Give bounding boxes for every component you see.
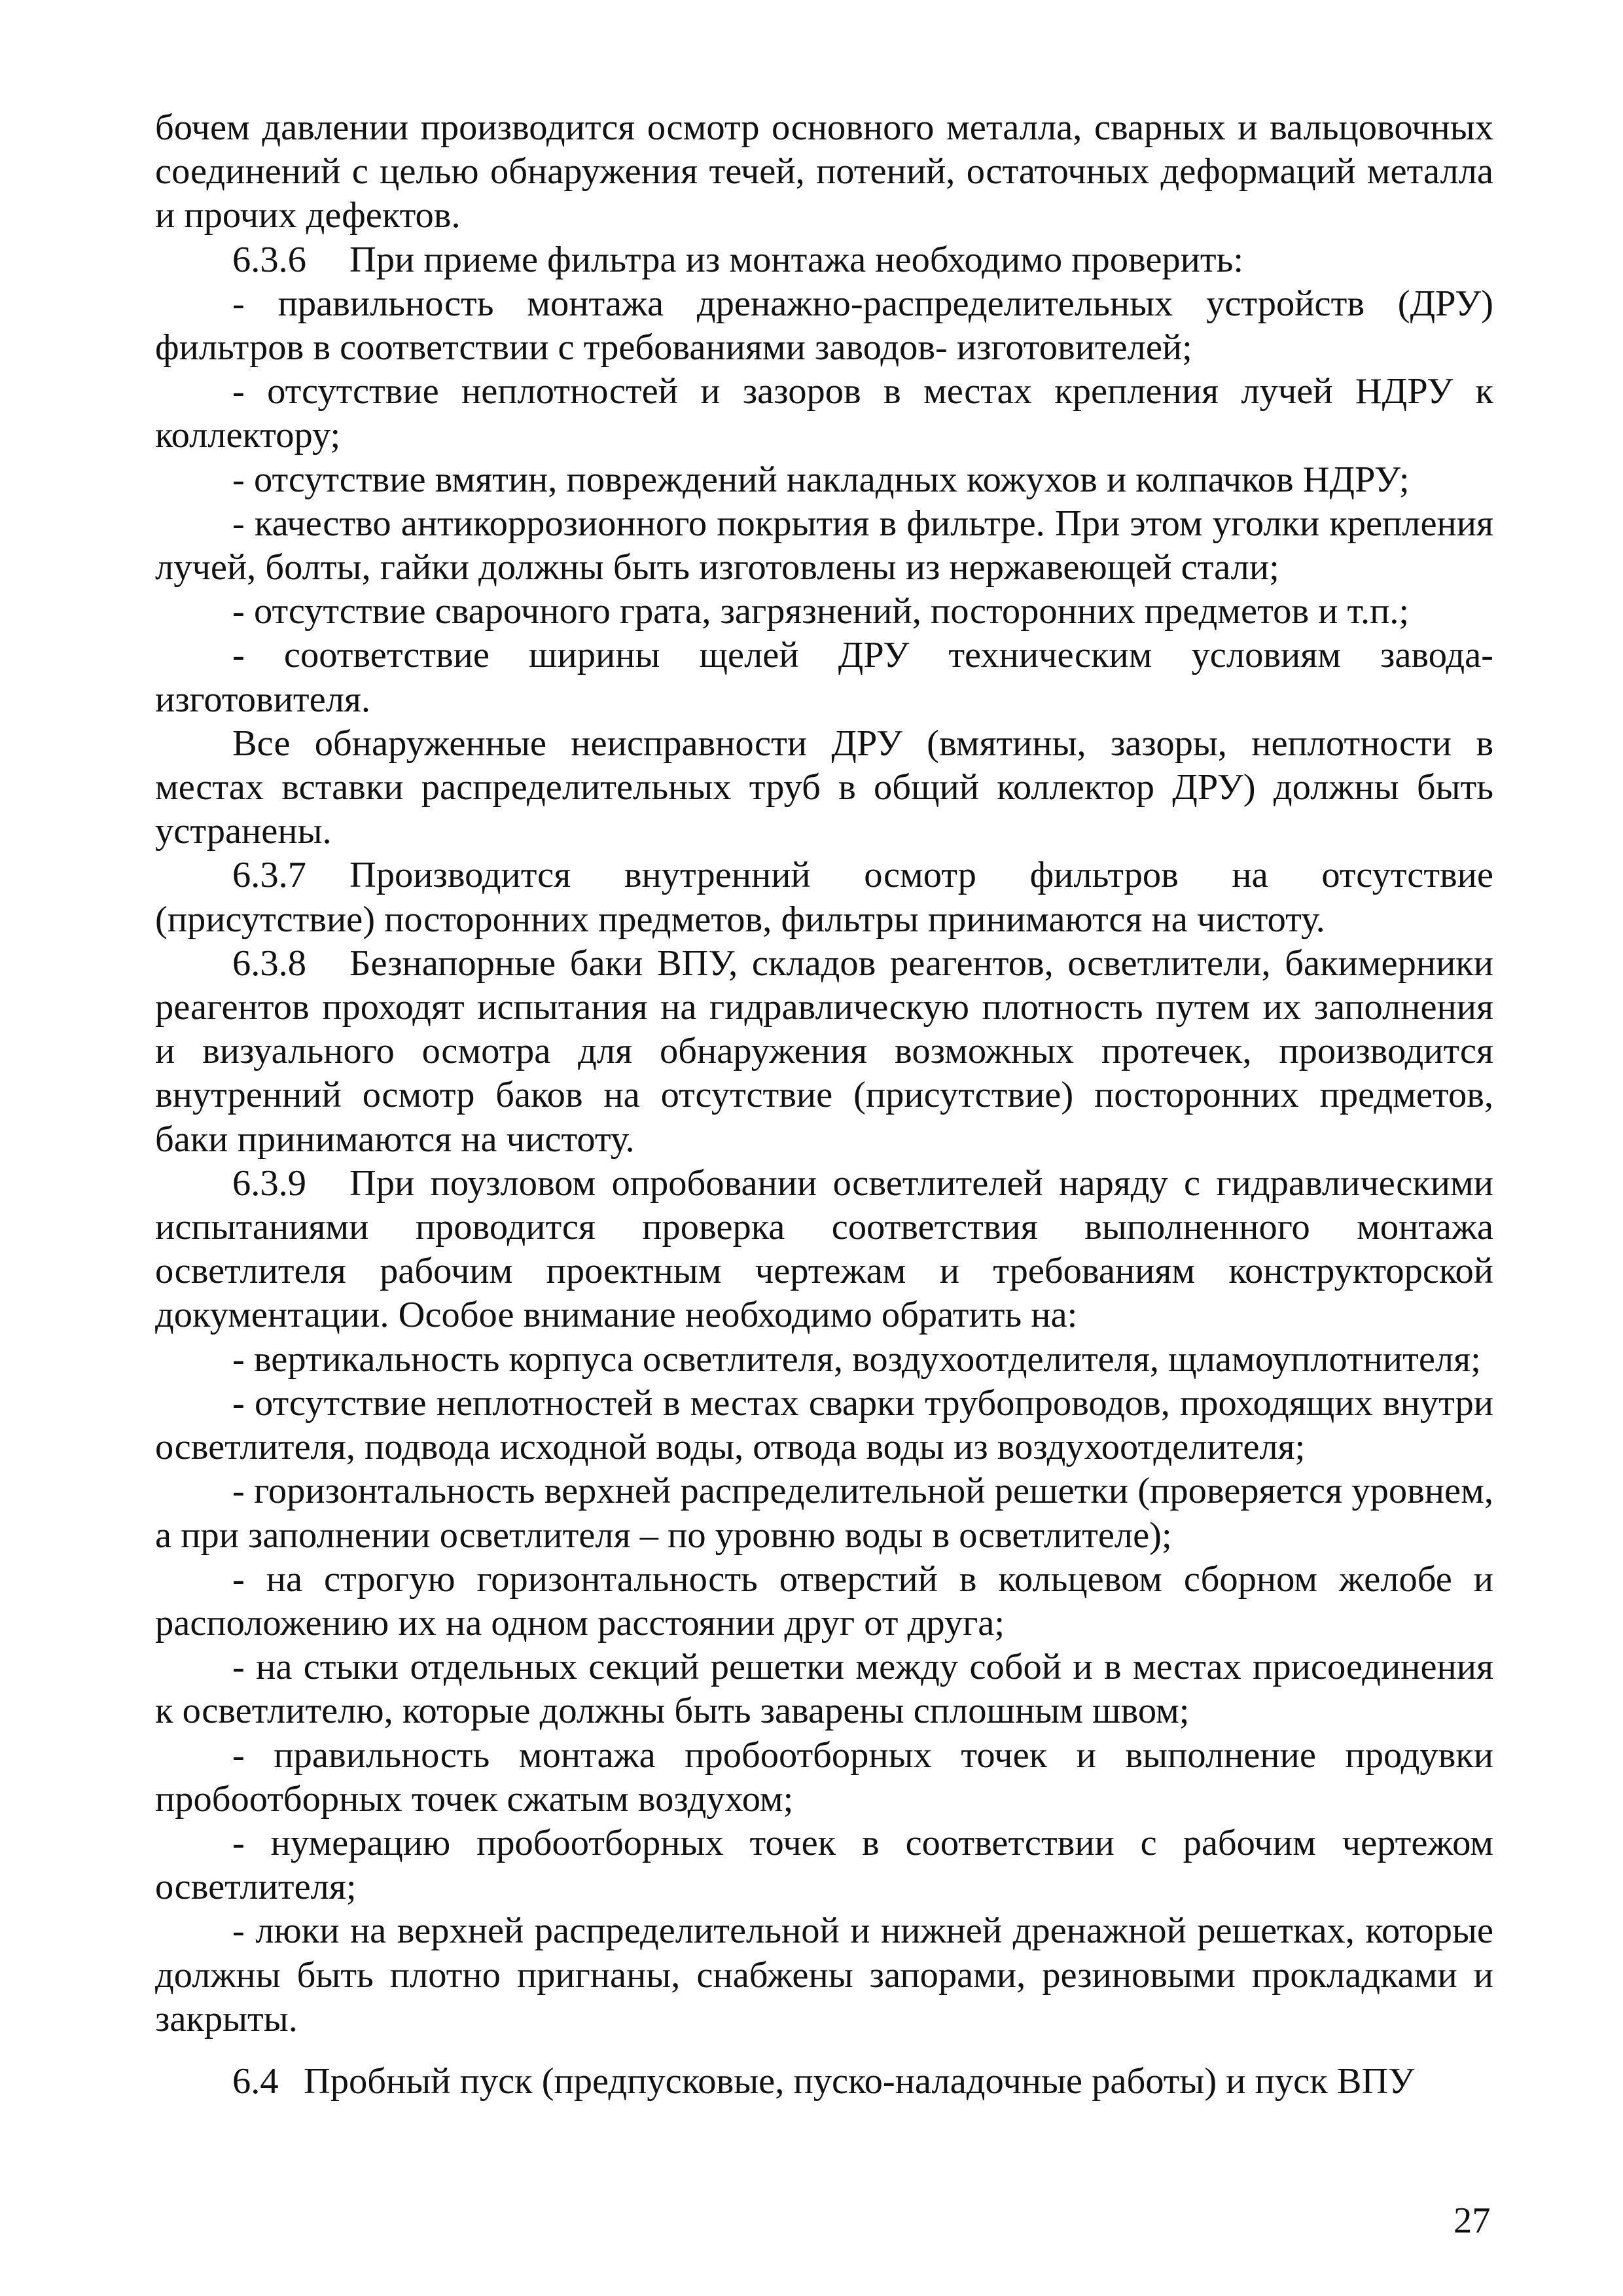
list-item: - отсутствие неплотностей в местах сварки трубопроводов, проходящих внутри осветлителя, подвода исходной воды, отвода воды из воздухоотделителя; — [155, 1382, 1493, 1468]
list-item: - отсутствие сварочного грата, загрязнений, посторонних предметов и т.п.; — [232, 591, 1410, 632]
section-number: 6.4 — [232, 2060, 279, 2102]
document-page — [155, 106, 1493, 2104]
list-item: - нумерацию пробоотборных точек в соответствии с рабочим чертежом осветлителя; — [155, 1822, 1493, 1908]
paragraph-6-3-6 — [155, 238, 1493, 282]
list-item: - горизонтальность верхней распределительной решетки (проверяется уровнем, а при заполнении осветлителя – по уровню воды в осветлителе); — [155, 1471, 1493, 1556]
paragraph-text: При поузловом опробовании осветлителей наряду с гидравлическими испытаниями проводится проверка соответствия выполненного монтажа осветлителя рабочим проектным чертежам и требованиям конструкторской документации. Особое внимание необходимо обратить на: — [155, 1162, 1493, 1336]
section-heading-6-4 — [155, 2060, 1493, 2104]
paragraph: Все обнаруженные неисправности ДРУ (вмятины, зазоры, неплотности в местах вставки распределительных труб в общий коллектор ДРУ) должны быть устранены. — [155, 723, 1493, 852]
list-item: - правильность монтажа пробоотборных точек и выполнение продувки пробоотборных точек сжатым воздухом; — [155, 1734, 1493, 1820]
paragraph-6-3-7 — [155, 853, 1493, 941]
list-item: - отсутствие вмятин, повреждений накладных кожухов и колпачков НДРУ; — [232, 459, 1410, 500]
section-number: 6.3.6 — [232, 239, 306, 280]
list-item: - вертикальность корпуса осветлителя, воздухоотделителя, щламоуплотнителя; — [232, 1338, 1481, 1380]
paragraph-text: Производится внутренний осмотр фильтров на отсутствие (присутствие) посторонних предметов, фильтры принимаются на чистоту. — [155, 855, 1493, 940]
list-item: - правильность монтажа дренажно-распределительных устройств (ДРУ) фильтров в соответствии с требованиями заводов- изготовителей; — [155, 283, 1493, 368]
list-item: - отсутствие неплотностей и зазоров в местах крепления лучей НДРУ к коллектору; — [155, 371, 1493, 456]
paragraph-text: Безнапорные баки ВПУ, складов реагентов, осветлители, бакимерники реагентов проходят испытания на гидравлическую плотность путем их заполнения и визуального осмотра для обнаружения возможных протечек, производится внутренний осмотр баков на отсутствие (присутствие) посторонних предметов, баки принимаются на чистоту. — [155, 942, 1493, 1160]
list-item: - на стыки отдельных секций решетки между собой и в местах присоединения к осветлителю, которые должны быть заварены сплошным швом; — [155, 1647, 1493, 1732]
list-item: - люки на верхней распределительной и нижней дренажной решетках, которые должны быть плотно пригнаны, снабжены запорами, резиновыми прокладками и закрыты. — [155, 1910, 1493, 2039]
paragraph-6-3-8 — [155, 942, 1493, 1162]
list-item: - качество антикоррозионного покрытия в фильтре. При этом уголки крепления лучей, болты, гайки должны быть изготовлены из нержавеющей стали; — [155, 503, 1493, 588]
paragraph-6-3-9 — [155, 1162, 1493, 1338]
paragraph-text: При приеме фильтра из монтажа необходимо проверить: — [349, 239, 1244, 280]
list-item: - на строгую горизонтальность отверстий в кольцевом сборном желобе и расположению их на одном расстоянии друг от друга; — [155, 1558, 1493, 1643]
page-number: 27 — [1454, 2200, 1491, 2241]
paragraph-continuation: бочем давлении производится осмотр основного металла, сварных и вальцовочных соединений с целью обнаружения течей, потений, остаточных деформаций металла и прочих дефектов. — [155, 107, 1493, 236]
section-number: 6.3.8 — [232, 942, 306, 984]
section-number: 6.3.9 — [232, 1162, 306, 1204]
section-number: 6.3.7 — [232, 855, 306, 896]
list-item: - соответствие ширины щелей ДРУ техническим условиям завода-изготовителя. — [155, 635, 1493, 720]
section-heading-text: Пробный пуск (предпусковые, пуско-наладочные работы) и пуск ВПУ — [304, 2060, 1415, 2102]
